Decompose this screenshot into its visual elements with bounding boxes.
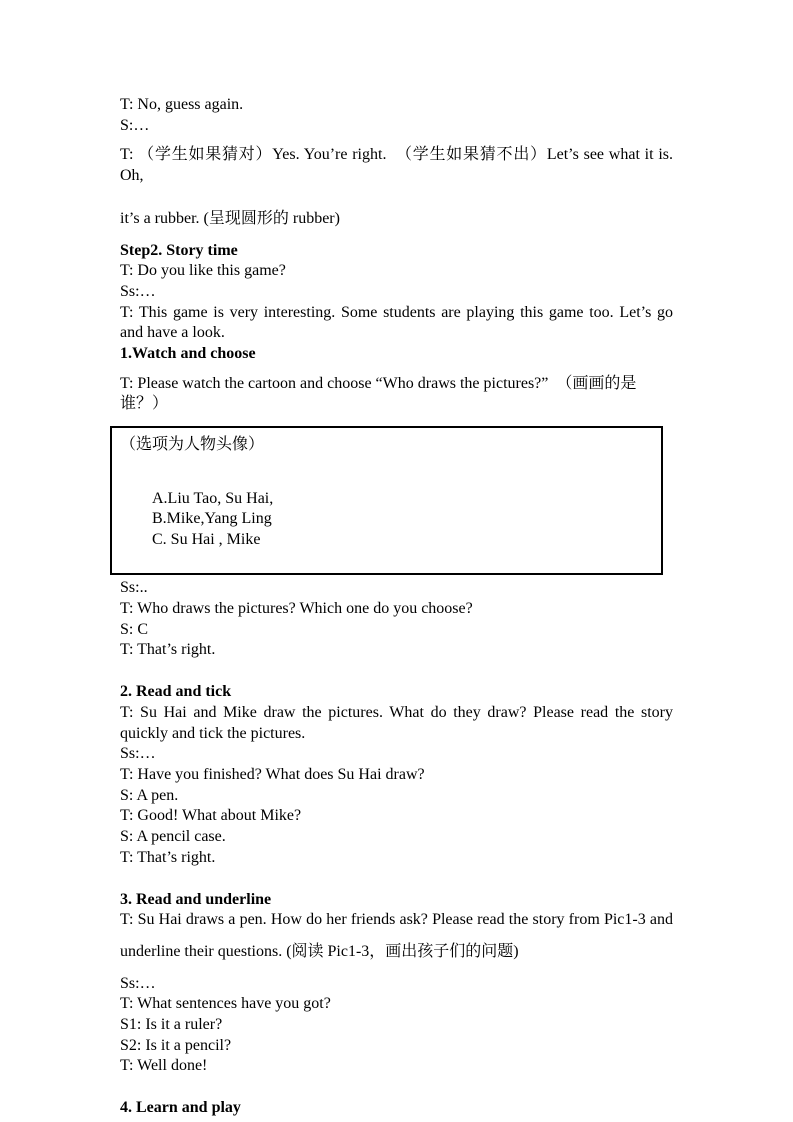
- dialogue-line-s-pencil-case: S: A pencil case.: [120, 828, 226, 846]
- dialogue-line-s2-pencil: S2: Is it a pencil?: [120, 1036, 232, 1054]
- dialogue-line-t-thats-right-2: T: That’s right.: [120, 848, 216, 866]
- dialogue-line-t-what-draw-2: quickly and tick the pictures.: [120, 724, 306, 742]
- option-b: B.Mike,Yang Ling: [152, 510, 272, 528]
- dialogue-line-t-how-ask-2: underline their questions. (阅读 Pic1-3，画出孩子们的问题): [120, 942, 519, 960]
- dialogue-line-s-c: S: C: [120, 620, 149, 638]
- options-note: （选项为人物头像）: [120, 436, 265, 454]
- dialogue-line-t-interesting-1: T: This game is very interesting. Some students are playing this game too. Let’s go: [120, 303, 673, 321]
- dialogue-line-t-how-ask-1: T: Su Hai draws a pen. How do her friends ask? Please read the story from Pic1-3 and: [120, 911, 673, 929]
- dialogue-line-t-like-game: T: Do you like this game?: [120, 262, 286, 280]
- dialogue-line-t-finished: T: Have you finished? What does Su Hai draw?: [120, 765, 425, 783]
- section-heading-step2: Step2. Story time: [120, 241, 238, 259]
- dialogue-line-ss-ellipsis-2: Ss:…: [120, 745, 156, 763]
- section-heading-read-and-tick: 2. Read and tick: [120, 683, 232, 701]
- dialogue-line-s-a-pen: S: A pen.: [120, 786, 179, 804]
- dialogue-line-t-who-draws: T: Who draws the pictures? Which one do you choose?: [120, 600, 473, 618]
- dialogue-line-s1-ruler: S1: Is it a ruler?: [120, 1016, 223, 1034]
- dialogue-line-ss-ellipsis-3: Ss:…: [120, 974, 156, 992]
- options-box: [110, 426, 663, 575]
- dialogue-line-ss-dots: Ss:..: [120, 579, 148, 597]
- dialogue-line-t-watch-cartoon: T: Please watch the cartoon and choose “Who draws the pictures?” （画画的是谁？）: [120, 374, 637, 413]
- dialogue-line-t-guess-result-1: T: （学生如果猜对）Yes. You’re right. （学生如果猜不出）Let’s see what it is. Oh,: [120, 146, 677, 185]
- dialogue-line-t-interesting-2: and have a look.: [120, 324, 225, 342]
- dialogue-line-t-good-mike: T: Good! What about Mike?: [120, 807, 302, 825]
- dialogue-line-t-thats-right-1: T: That’s right.: [120, 641, 216, 659]
- dialogue-line-ss-ellipsis-1: Ss:…: [120, 282, 156, 300]
- dialogue-line-s-ellipsis: S:…: [120, 116, 150, 134]
- option-c: C. Su Hai , Mike: [152, 530, 261, 548]
- dialogue-line-t-no-guess: T: No, guess again.: [120, 96, 244, 113]
- document-content: [120, 95, 677, 1119]
- section-heading-learn-and-play: 4. Learn and play: [120, 1099, 241, 1117]
- dialogue-line-t-well-done: T: Well done!: [120, 1057, 208, 1075]
- section-heading-watch-and-choose: 1.Watch and choose: [120, 345, 256, 363]
- dialogue-line-t-what-draw-1: T: Su Hai and Mike draw the pictures. What do they draw? Please read the story: [120, 703, 673, 721]
- dialogue-line-t-guess-result-2: it’s a rubber. (呈现圆形的 rubber): [120, 209, 340, 227]
- option-a: A.Liu Tao, Su Hai,: [152, 489, 274, 507]
- options-row: [120, 468, 655, 572]
- dialogue-line-t-sentences: T: What sentences have you got?: [120, 995, 331, 1013]
- section-heading-read-and-underline: 3. Read and underline: [120, 890, 272, 908]
